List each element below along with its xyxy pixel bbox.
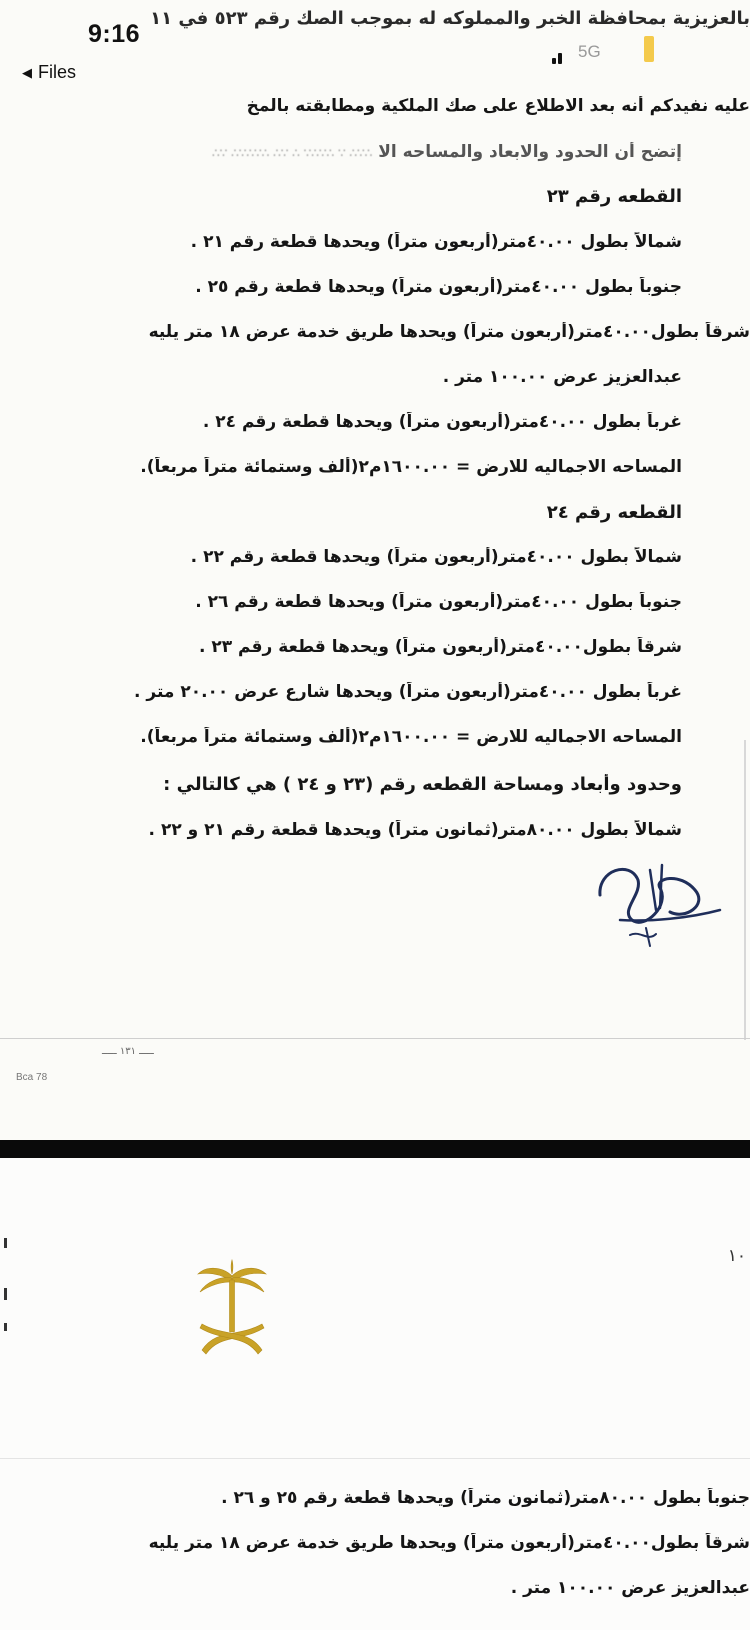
page-bottom-rule (0, 1038, 750, 1039)
plot-23-west: غرباً بطول ٤٠.٠٠متر(أربعون متراً) ويحدها قطعة رقم ٢٤ . (202, 412, 682, 432)
plot-24-west: غرباً بطول ٤٠.٠٠متر(أربعون متراً) ويحدها شارع عرض ٢٠.٠٠ متر . (134, 682, 682, 702)
page-divider (0, 1140, 750, 1158)
blurred-line-text: إتضح أن الحدود والابعاد والمساحه الا (378, 142, 682, 162)
document-page-2 (0, 1158, 750, 1630)
plot-23-south: جنوباً بطول ٤٠.٠٠متر(أربعون متراً) ويحدها قطعة رقم ٢٥ . (195, 277, 682, 297)
status-time: 9:16 (88, 20, 141, 48)
page-number-mark: ١٠ (727, 1246, 746, 1266)
plot-23-heading: القطعه رقم ٢٣ (546, 186, 682, 207)
signature-image (590, 850, 730, 950)
redacted-text: ∴∵∴ ∵ ∴∵∴∵ ∴ ∵∴ ∴∵∴∵∴ ∵∴ (212, 146, 373, 160)
signal-icon (552, 52, 566, 64)
saudi-emblem-icon (192, 1258, 272, 1368)
document-header-line: بالعزيزية بمحافظة الخبر والمملوكه له بموجب الصك رقم ٥٢٣ في ١١ (150, 8, 750, 29)
plot-23-east-cont: عبدالعزيز عرض ١٠٠.٠٠ متر . (442, 367, 682, 387)
page-edge (744, 740, 746, 1040)
plot-24-east: شرقاً بطول٤٠.٠٠متر(أربعون متراً) ويحدها قطعة رقم ٢٣ . (198, 637, 682, 657)
intro-line: عليه نفيدكم أنه بعد الاطلاع على صك الملكية ومطابقته بالمخ (246, 96, 750, 116)
plot-24-area: المساحه الاجماليه للارض = ١٦٠٠.٠٠م٢(ألف وستمائة متراً مربعاً). (140, 727, 682, 747)
network-label: 5G (578, 42, 601, 61)
back-label: Files (38, 62, 77, 82)
plot-23-east: شرقاً بطول٤٠.٠٠متر(أربعون متراً) ويحدها طريق خدمة عرض ١٨ متر يليه (148, 322, 750, 342)
page-2-rule (0, 1458, 750, 1459)
blurred-line (0, 142, 682, 162)
combined-north: شمالاً بطول ٨٠.٠٠متر(ثمانون متراً) ويحدها قطعة رقم ٢١ و ٢٢ . (148, 820, 682, 840)
back-arrow-icon: ◀ (22, 64, 32, 80)
plot-23-north: شمالاً بطول ٤٠.٠٠متر(أربعون متراً) ويحدها قطعة رقم ٢١ . (190, 232, 682, 252)
plot-24-north: شمالاً بطول ٤٠.٠٠متر(أربعون متراً) ويحدها قطعة رقم ٢٢ . (190, 547, 682, 567)
back-to-files-button[interactable] (22, 62, 76, 83)
page-2-east-cont: عبدالعزيز عرض ١٠٠.٠٠ متر . (510, 1578, 750, 1598)
battery-icon (644, 36, 654, 62)
page-2-east: شرقاً بطول٤٠.٠٠متر(أربعون متراً) ويحدها طريق خدمة عرض ١٨ متر يليه (148, 1533, 750, 1553)
plot-24-heading: القطعه رقم ٢٤ (546, 502, 682, 523)
plot-23-area: المساحه الاجماليه للارض = ١٦٠٠.٠٠م٢(ألف وستمائة متراً مربعاً). (140, 457, 682, 477)
page-2-south: جنوباً بطول ٨٠.٠٠متر(ثمانون متراً) ويحدها قطعة رقم ٢٥ و ٢٦ . (221, 1488, 750, 1508)
plot-24-south: جنوباً بطول ٤٠.٠٠متر(أربعون متراً) ويحدها قطعة رقم ٢٦ . (195, 592, 682, 612)
footer-marks: ـــــ ١٣١ ـــــ (102, 1046, 154, 1057)
combined-heading: وحدود وأبعاد ومساحة القطعه رقم (٢٣ و ٢٤ ) هي كالتالي : (163, 774, 682, 795)
footer-code: Bca 78 (16, 1072, 48, 1083)
